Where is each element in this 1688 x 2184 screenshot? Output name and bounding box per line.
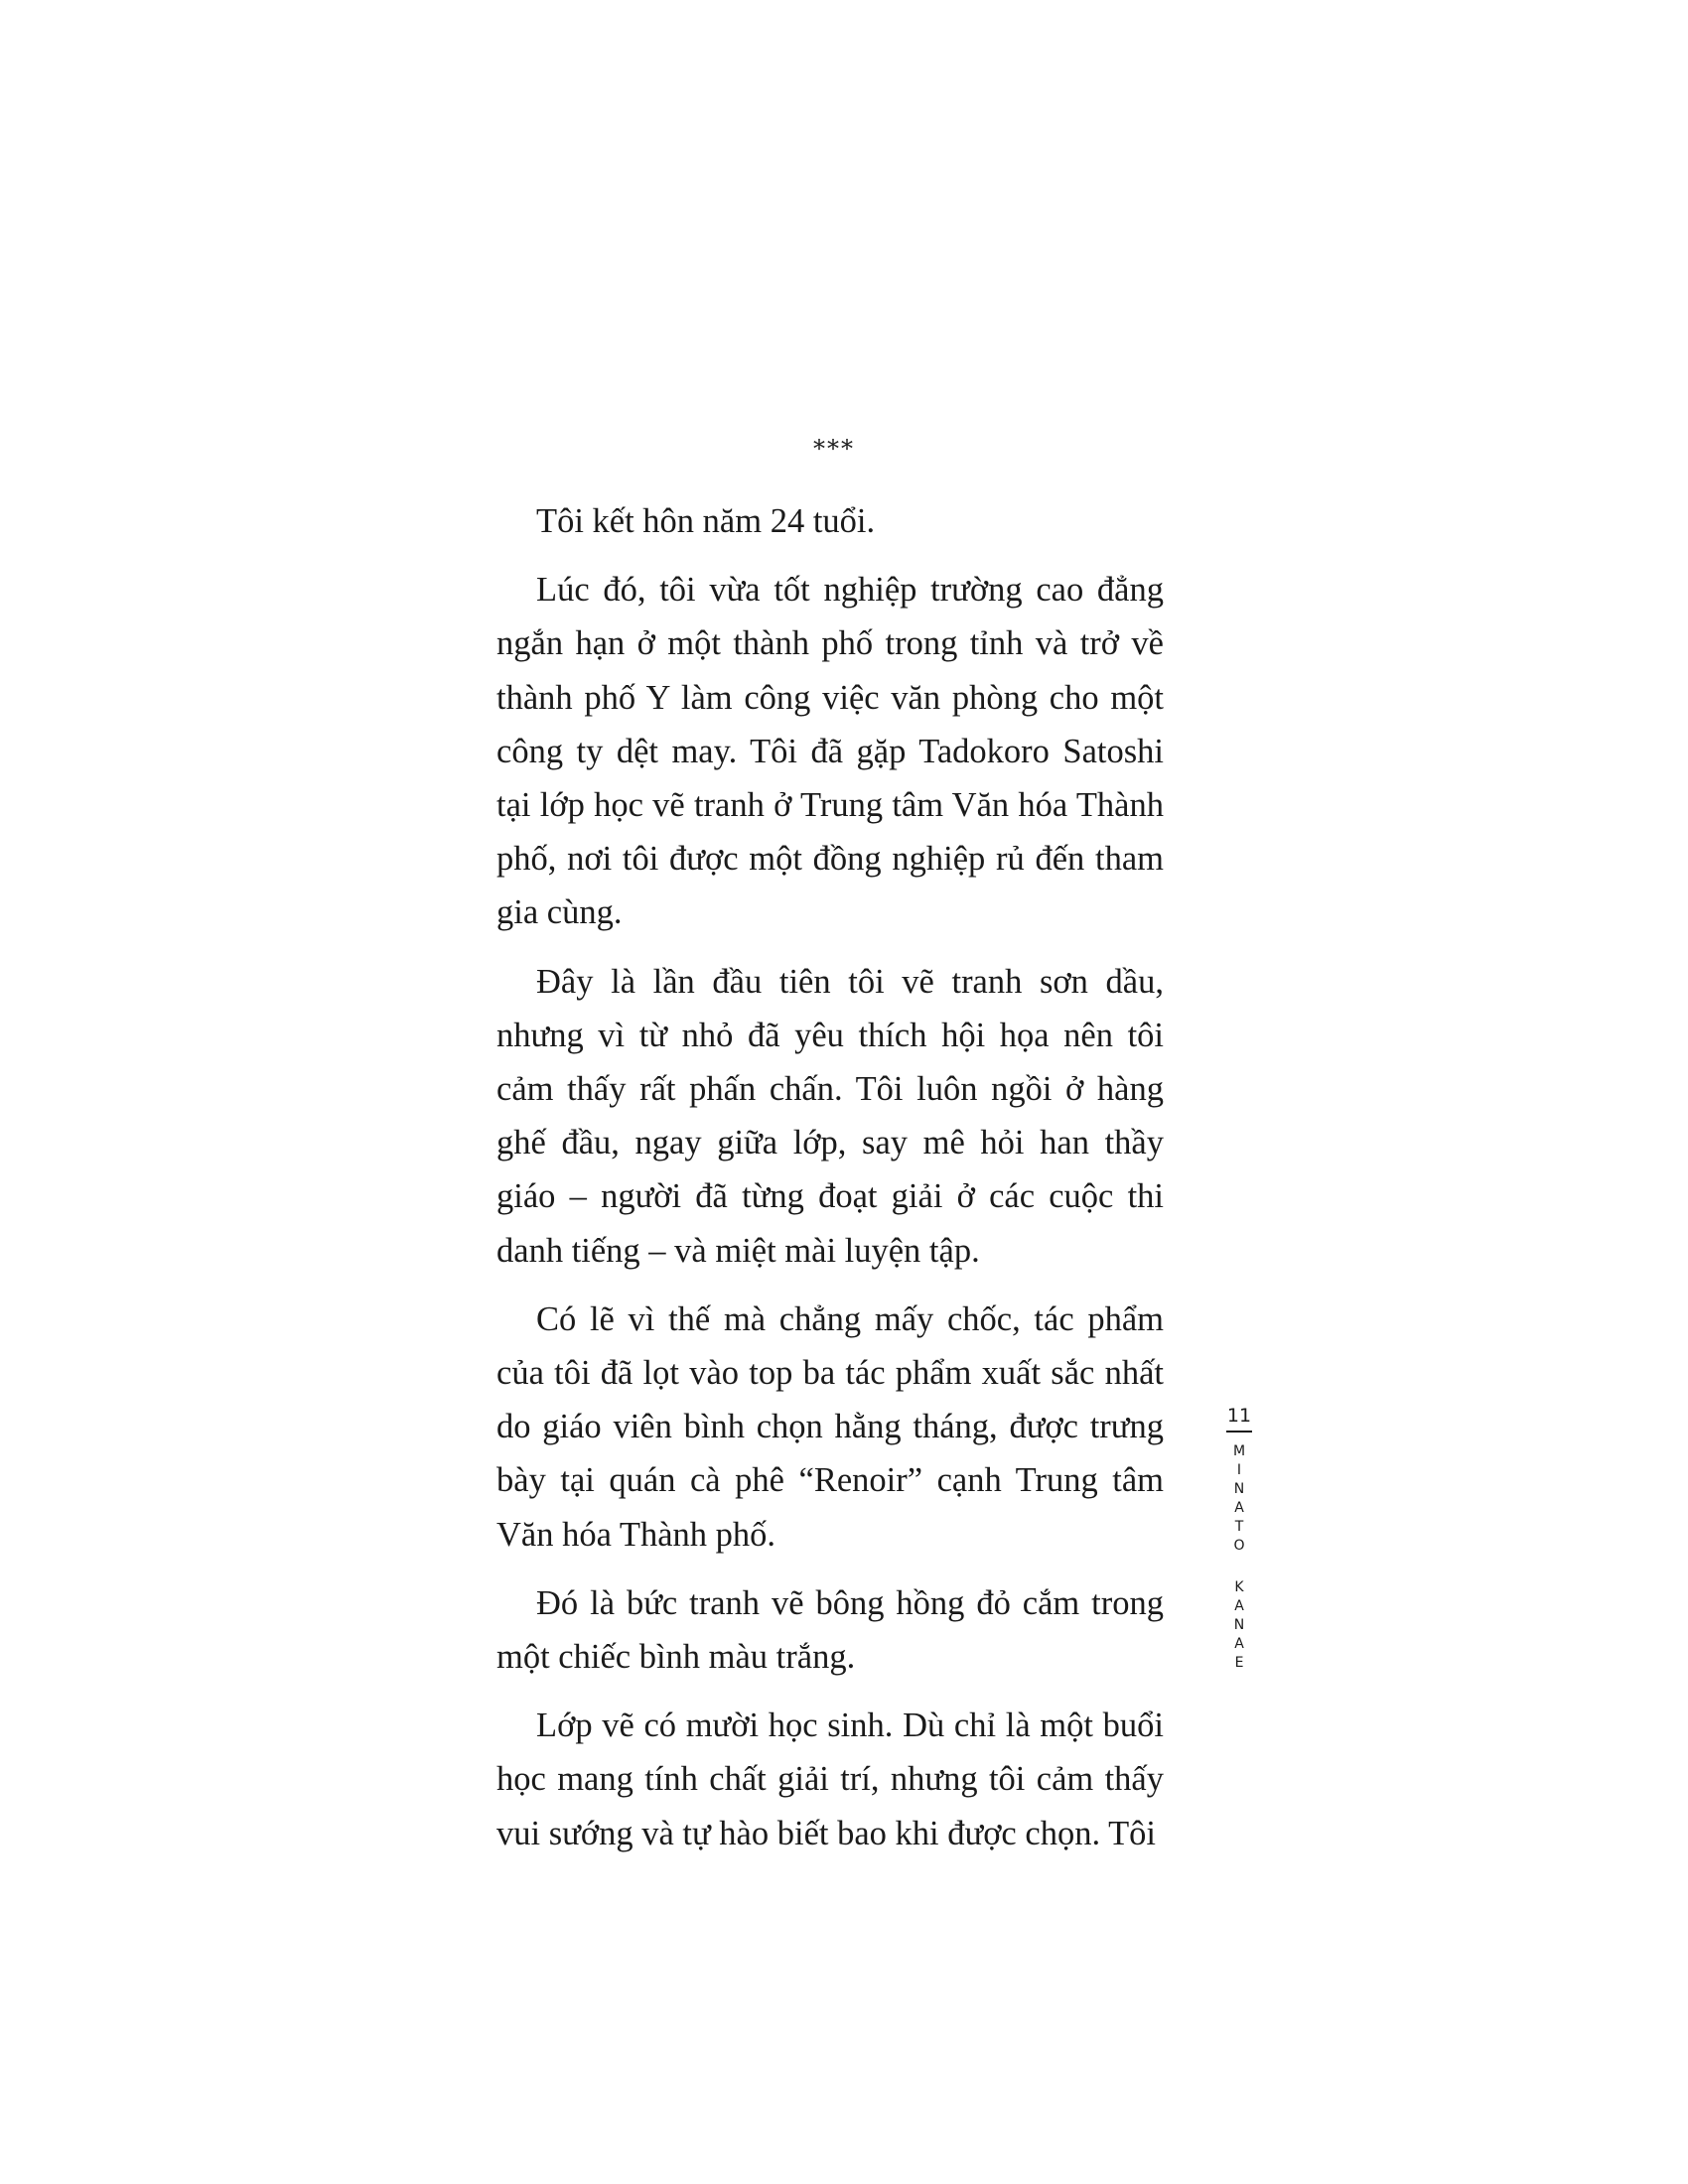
paragraph: Đó là bức tranh vẽ bông hồng đỏ cắm trong một chiếc bình màu trắng. — [496, 1583, 1164, 1677]
body-text — [496, 494, 1164, 1875]
author-letter: E — [1234, 1655, 1244, 1671]
author-letter: O — [1233, 1538, 1245, 1554]
author-letter: A — [1234, 1500, 1244, 1516]
author-letter: A — [1234, 1636, 1244, 1652]
author-letter: M — [1232, 1443, 1246, 1459]
author-name-vertical — [1217, 1442, 1261, 1673]
author-letter: N — [1233, 1481, 1245, 1497]
page-number: 11 — [1226, 1405, 1252, 1427]
author-letter: I — [1236, 1462, 1242, 1478]
author-letter: K — [1234, 1579, 1244, 1595]
paragraph: Lúc đó, tôi vừa tốt nghiệp trường cao đẳng ngắn hạn ở một thành phố trong tỉnh và trở về thành phố Y làm công việc văn phòng cho một công ty dệt may. Tôi đã gặp Tadokoro Satoshi tại lớp học vẽ tranh ở Trung tâm Văn hóa Thành phố, nơi tôi được một đồng nghiệp rủ đến tham gia cùng. — [496, 571, 1164, 932]
paragraph: Đây là lần đầu tiên tôi vẽ tranh sơn dầu, nhưng vì từ nhỏ đã yêu thích hội họa nên tôi cảm thấy rất phấn chấn. Tôi luôn ngồi ở hàng ghế đầu, ngay giữa lớp, say mê hỏi han thầy giáo – người đã từng đoạt giải ở các cuộc thi danh tiếng – và miệt mài luyện tập. — [496, 962, 1164, 1270]
page-number-rule — [1226, 1431, 1252, 1433]
author-letter: A — [1234, 1598, 1244, 1614]
paragraph: Tôi kết hôn năm 24 tuổi. — [536, 502, 876, 540]
author-letter: T — [1234, 1519, 1244, 1535]
paragraph: Lớp vẽ có mười học sinh. Dù chỉ là một buổi học mang tính chất giải trí, nhưng tôi cảm thấy vui sướng và tự hào biết bao khi được chọn. Tôi — [496, 1706, 1164, 1852]
section-separator: *** — [813, 435, 855, 463]
running-side-tab — [1217, 1405, 1261, 1673]
author-letter: N — [1233, 1617, 1245, 1633]
paragraph: Có lẽ vì thế mà chẳng mấy chốc, tác phẩm của tôi đã lọt vào top ba tác phẩm xuất sắc nhất do giáo viên bình chọn hằng tháng, được trưng bày tại quán cà phê “Renoir” cạnh Trung tâm Văn hóa Thành phố. — [496, 1299, 1164, 1554]
